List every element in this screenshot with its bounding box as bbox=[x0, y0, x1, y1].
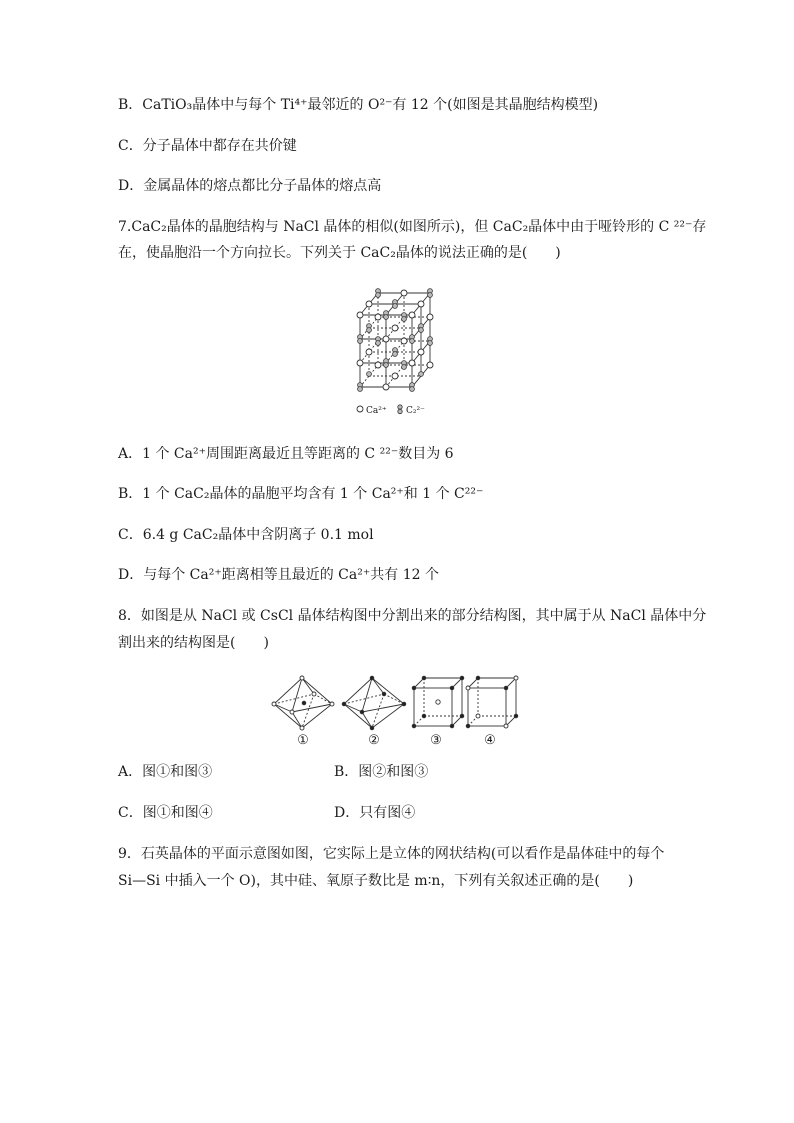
q8-stem-line1: 8．如图是从 NaCl 或 CsCl 晶体结构图中分割出来的部分结构图，其中属于从 NaCl 晶体中分 bbox=[118, 608, 707, 624]
q8-stem-line2: 割出来的结构图是( ) bbox=[118, 635, 269, 651]
figure-label-4: ④ bbox=[484, 733, 496, 748]
figure-1-octahedron bbox=[272, 676, 334, 730]
legend-ca-label: Ca²⁺ bbox=[366, 406, 387, 416]
q8-option-b: B．图②和图③ bbox=[334, 764, 429, 780]
q7-option-c: C．6.4 g CaC₂晶体中含阴离子 0.1 mol bbox=[118, 527, 374, 543]
cac2-unit-cell-figure bbox=[350, 285, 450, 420]
figure-4-cube bbox=[466, 676, 518, 728]
legend-c2-label: C₂²⁻ bbox=[406, 406, 425, 416]
q6-option-c: C．分子晶体中都存在共价键 bbox=[118, 138, 297, 154]
q9-stem-line1: 9．石英晶体的平面示意图如图，它实际上是立体的网状结构(可以看作是晶体硅中的每个 bbox=[118, 846, 665, 862]
q7-stem-line2: 在，使晶胞沿一个方向拉长。下列关于 CaC₂晶体的说法正确的是( ) bbox=[118, 245, 561, 261]
figure-label-2: ② bbox=[368, 733, 380, 748]
q8-option-d: D．只有图④ bbox=[334, 805, 416, 821]
figure-3-cube bbox=[412, 676, 464, 728]
q7-option-a: A．1 个 Ca²⁺周围距离最近且等距离的 C ²²⁻数目为 6 bbox=[118, 446, 454, 462]
q9-stem-line2: Si—Si 中插入一个 O)，其中硅、氧原子数比是 m∶n，下列有关叙述正确的是( ) bbox=[118, 873, 634, 889]
q7-option-d: D．与每个 Ca²⁺距离相等且最近的 Ca²⁺共有 12 个 bbox=[118, 567, 439, 583]
figure-2-octahedron bbox=[342, 676, 406, 730]
figure-label-1: ① bbox=[297, 733, 309, 748]
q7-stem-line1: 7.CaC₂晶体的晶胞结构与 NaCl 晶体的相似(如图所示)，但 CaC₂晶体中由于哑铃形的 C ²²⁻存 bbox=[118, 219, 707, 235]
q6-option-b: B．CaTiO₃晶体中与每个 Ti⁴⁺最邻近的 O²⁻有 12 个(如图是其晶胞结构模型) bbox=[118, 97, 599, 113]
q8-option-c: C．图①和图④ bbox=[118, 805, 213, 821]
q8-structure-figures bbox=[270, 672, 520, 748]
q7-option-b: B．1 个 CaC₂晶体的晶胞平均含有 1 个 Ca²⁺和 1 个 C²²⁻ bbox=[118, 486, 484, 502]
q8-option-a: A．图①和图③ bbox=[118, 764, 213, 780]
figure-label-3: ③ bbox=[430, 733, 442, 748]
q6-option-d: D．金属晶体的熔点都比分子晶体的熔点高 bbox=[118, 178, 382, 194]
